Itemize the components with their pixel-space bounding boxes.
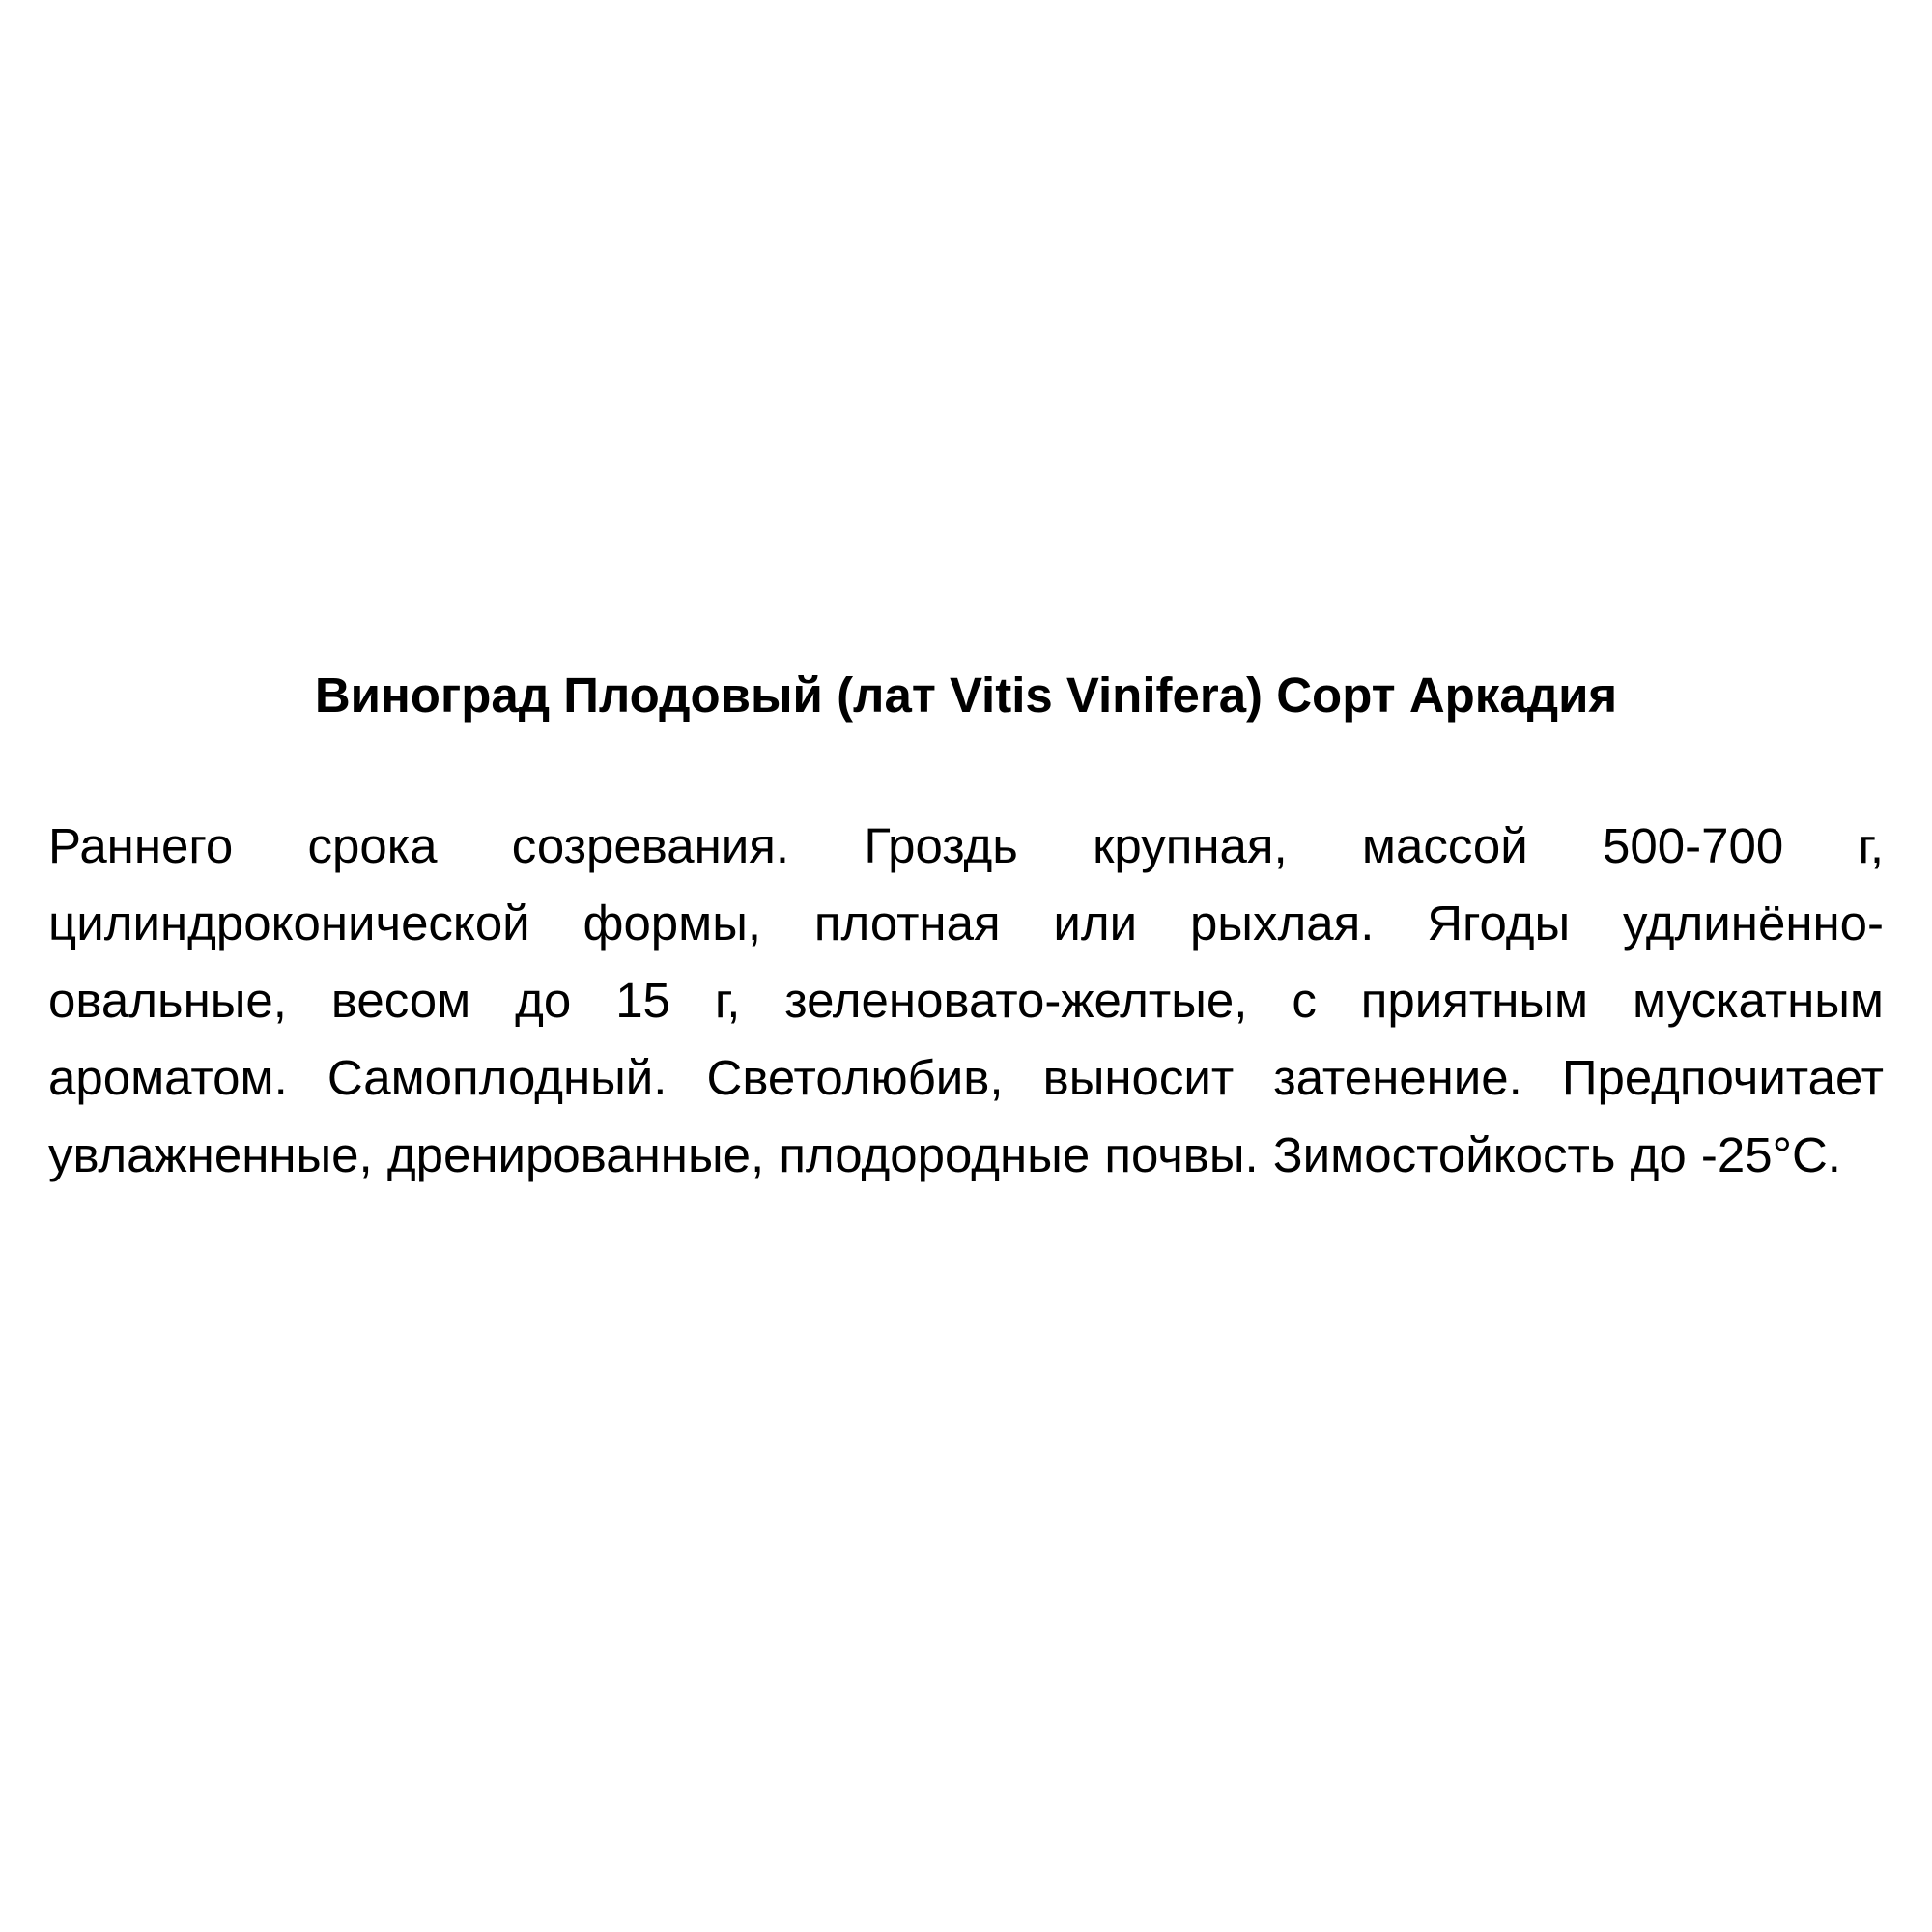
- product-title: Виноград Плодовый (лат Vitis Vinifera) Сорт Аркадия: [314, 668, 1618, 723]
- product-card: [48, 667, 1884, 1194]
- product-description: Раннего срока созревания. Гроздь крупная, массой 500-700 г, цилиндроконической формы, плотная или рыхлая. Ягоды удлинённо-овальные, весом до 15 г, зеленовато-желтые, с приятным мускатным ароматом. Самоплодный. Светолюбив, выносит затенение. Предпочитает увлажненные, дренированные, плодородные почвы. Зимостойкость до -25°С.: [48, 818, 1884, 1182]
